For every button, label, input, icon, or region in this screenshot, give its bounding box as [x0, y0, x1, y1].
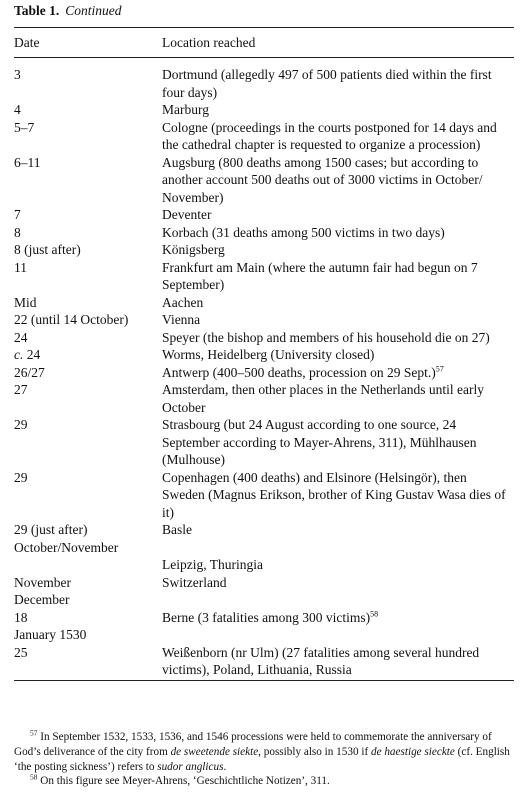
location-cell: [162, 154, 514, 207]
date-value: 18: [14, 609, 28, 625]
date-cell: [14, 206, 162, 224]
date-cell: [14, 539, 162, 557]
footnote-number: 57: [30, 728, 38, 738]
location-value: Cologne (proceedings in the courts postponed for 14 days and the cathedral chapter is requested to organize a procession): [162, 119, 497, 152]
date-cell: [14, 154, 162, 207]
date-cell: [14, 259, 162, 294]
location-cell: [162, 539, 514, 557]
location-cell: [162, 119, 514, 154]
date-cell: [14, 416, 162, 469]
date-value: December: [14, 592, 70, 607]
footnote-text: , possibly also in 1530 if: [258, 746, 371, 758]
table-header-rule: [14, 57, 514, 58]
location-cell: [162, 346, 514, 364]
date-prefix: c.: [14, 347, 24, 362]
location-value: Augsburg (800 deaths among 1500 cases; but according to another account 500 deaths out of 3000 victims in October/ November): [162, 154, 483, 205]
location-cell: [162, 329, 514, 347]
table-caption-label: Table 1.: [14, 3, 60, 18]
table-top-rule: [14, 27, 514, 28]
table-row: [14, 364, 514, 382]
location-cell: [162, 224, 514, 242]
date-cell: [14, 101, 162, 119]
location-cell: [162, 609, 514, 627]
location-value: Marburg: [162, 102, 209, 117]
location-cell: [162, 241, 514, 259]
location-cell: [162, 556, 514, 574]
date-value: 25: [14, 644, 28, 660]
location-value: Strasbourg (but 24 August according to one source, 24 September according to Mayer-Ahrens, 311), Mühlhausen (Mulhouse): [162, 417, 477, 467]
table-row: [14, 469, 514, 522]
date-cell: [14, 241, 162, 259]
date-value: 24: [26, 347, 41, 362]
table-row: [14, 119, 514, 154]
footnote-text: .: [223, 761, 227, 773]
table-row: [14, 101, 514, 119]
table-row: [14, 241, 514, 259]
column-header-date: Date: [14, 35, 40, 50]
table-row: [14, 521, 514, 539]
location-cell: [162, 206, 514, 224]
location-value: Deventer: [162, 207, 212, 222]
location-value: Königsberg: [162, 242, 225, 257]
location-cell: [162, 469, 514, 522]
location-cell: [162, 644, 514, 679]
date-cell: [14, 521, 162, 539]
date-value: 29 (just after): [14, 522, 88, 537]
location-cell: [162, 66, 514, 101]
date-cell: [14, 66, 162, 101]
column-header-location: Location reached: [162, 35, 256, 50]
location-value: Dortmund (allegedly 497 of 500 patients died within the first four days): [162, 67, 492, 100]
table-row: [14, 609, 514, 627]
date-cell: [14, 329, 162, 347]
date-cell: [14, 119, 162, 154]
date-cell: [14, 626, 162, 644]
table-row: [14, 66, 514, 101]
date-value: 5–7: [14, 119, 35, 135]
date-value: 22 (until 14 October): [14, 312, 129, 327]
footnote-number: 58: [30, 772, 38, 782]
location-cell: [162, 101, 514, 119]
date-cell: [14, 311, 162, 329]
date-value: 8: [14, 224, 21, 240]
location-value: Worms, Heidelberg (University closed): [162, 347, 375, 362]
date-cell: [14, 294, 162, 312]
table-bottom-rule: [14, 680, 514, 681]
location-cell: [162, 521, 514, 539]
location-cell: [162, 416, 514, 469]
location-value: Frankfurt am Main (where the autumn fair had begun on 7 September): [162, 259, 478, 292]
location-cell: [162, 259, 514, 294]
location-value: Copenhagen (400 deaths) and Elsinore (Helsingör), then Sweden (Magnus Erikson, brother of King Gustav Wasa dies of it): [162, 469, 506, 520]
date-value: 27: [14, 382, 28, 397]
date-value: October/November: [14, 539, 119, 555]
date-cell: [14, 364, 162, 382]
footnote-57: [14, 730, 514, 775]
date-value: 11: [14, 259, 27, 275]
footnote-text: On this figure see Meyer-Ahrens, ‘Geschichtliche Notizen’, 311.: [40, 775, 330, 787]
date-value: 29: [14, 469, 28, 485]
date-value: 7: [14, 207, 21, 222]
date-cell: [14, 381, 162, 416]
location-value: Basle: [162, 522, 192, 537]
table-row: [14, 539, 514, 557]
table-row: [14, 294, 514, 312]
location-cell: [162, 294, 514, 312]
location-cell: [162, 381, 514, 416]
location-value: Amsterdam, then other places in the Netherlands until early October: [162, 382, 485, 415]
location-cell: [162, 626, 514, 644]
footnote-text: (cf. English ‘the posting sickness’) refers to: [14, 746, 510, 773]
location-cell: [162, 364, 514, 382]
table-row: [14, 626, 514, 644]
date-value: November: [14, 574, 71, 590]
date-value: 24: [14, 329, 28, 345]
table-row: [14, 154, 514, 207]
table-row: [14, 346, 514, 364]
table-row: [14, 591, 514, 609]
table-row: [14, 224, 514, 242]
location-value: Weißenborn (nr Ulm) (27 fatalities among several hundred victims), Poland, Lithuania, Russia: [162, 644, 480, 677]
table-row: [14, 329, 514, 347]
location-value: Leipzig, Thuringia: [162, 557, 263, 572]
location-value: Switzerland: [162, 574, 227, 590]
date-cell: [14, 346, 162, 364]
footnote-italic-text: de sweetende siekte: [170, 746, 259, 758]
location-value: Berne (3 fatalities among 300 victims): [162, 609, 371, 625]
footnote-58: [14, 774, 514, 789]
date-cell: [14, 591, 162, 609]
location-value: Aachen: [162, 294, 204, 310]
date-cell: [14, 609, 162, 627]
footnote-marker[interactable]: 58: [370, 609, 379, 618]
table-caption: [14, 2, 122, 20]
footnote-italic-text: sudor anglicus: [157, 761, 224, 773]
date-cell: [14, 574, 162, 592]
table-row: [14, 416, 514, 469]
date-cell: [14, 556, 162, 574]
location-value: Speyer (the bishop and members of his household die on 27): [162, 329, 490, 345]
date-cell: [14, 469, 162, 522]
footnote-text: In September 1532, 1533, 1536, and 1546 processions were held to commemorate the anniversary of God’s deliverance of the city from: [14, 731, 492, 758]
date-value: Mid: [14, 294, 37, 310]
date-cell: [14, 644, 162, 679]
table-row: [14, 311, 514, 329]
date-cell: [14, 224, 162, 242]
date-value: 4: [14, 102, 21, 117]
date-value: 3: [14, 67, 21, 82]
table-row: [14, 206, 514, 224]
footnote-italic-text: de haestige sieckte: [370, 746, 455, 758]
table-body: [14, 66, 514, 679]
date-value: 8 (just after): [14, 242, 81, 257]
location-cell: [162, 311, 514, 329]
location-cell: [162, 574, 514, 592]
location-cell: [162, 591, 514, 609]
table-row: [14, 556, 514, 574]
table-row: [14, 644, 514, 679]
table-row: [14, 381, 514, 416]
table-row: [14, 259, 514, 294]
location-value: Korbach (31 deaths among 500 victims in two days): [162, 224, 445, 240]
date-value: 26/27: [14, 364, 45, 380]
table-row: [14, 574, 514, 592]
date-value: 29: [14, 417, 28, 432]
footnote-marker[interactable]: 57: [435, 364, 444, 373]
date-value: 6–11: [14, 154, 41, 170]
table-caption-continued: Continued: [65, 3, 122, 18]
location-value: Antwerp (400–500 deaths, procession on 29 Sept.): [162, 364, 436, 380]
date-value: January 1530: [14, 627, 87, 642]
location-value: Vienna: [162, 312, 201, 327]
